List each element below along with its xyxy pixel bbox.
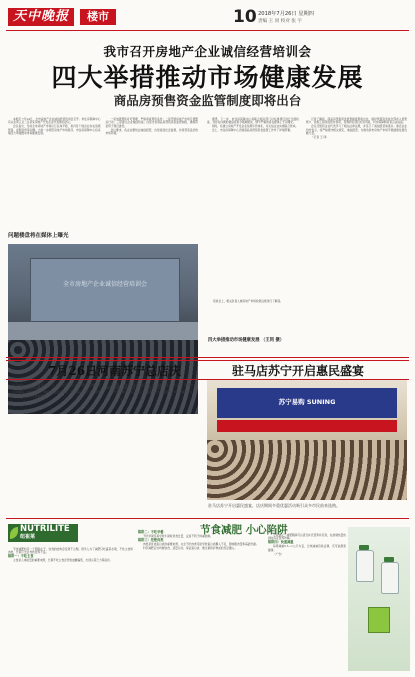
event-photo-caption: 驻马店苏宁开启惠民盛宴，店庆期间多重优惠活动吸引众多市民前来选购。 (208, 503, 340, 508)
paragraph: 会议还组织企业代表学习了相关法律法规，并签订了诚信经营承诺书。参会企业纷纷表示，将严格遵守相关规定，诚信经营，为推动我市房地产市场平稳健康发展贡献力量。 (306, 124, 407, 136)
product-image (348, 527, 410, 671)
paragraph: （广告） (273, 551, 284, 556)
header-rule (6, 30, 409, 31)
paragraph: 不吃早餐容易导致午餐时进食过量，反而不利于体重控制。 (143, 534, 213, 538)
paragraph: （记者 王 同） (111, 397, 129, 402)
paragraph: 肉类是优质蛋白质的重要来源，完全不吃肉类可能导致蛋白质摄入不足，影响肌肉量和基础代谢。 (143, 542, 259, 546)
story-kicker: 我市召开房地产企业诚信经营培训会 (103, 44, 312, 59)
ad-title: 节食减肥 小心陷阱 (200, 524, 288, 536)
paragraph: 专家建议，减肥期间可以适当补充营养补充剂，在控制热量的同时保证营养均衡。 (268, 533, 346, 541)
section-divider (6, 518, 409, 519)
paragraph: （记者 王 同） (311, 135, 329, 140)
paragraph: 记者了解到，商品房预售资金监管制度即将出台，届时预售资金将全部存入监管账户，按照工程进度拨付使用，有效防范项目烂尾风险，切实保障购房者合法权益。 (306, 117, 407, 125)
supplement-bottle (381, 562, 399, 594)
section-divider (6, 357, 409, 358)
paragraph: 会上，市住房保障中心还就商品房预售资金监管工作作了详细部署。 (212, 128, 293, 133)
story-body-right (306, 118, 407, 353)
projection-screen (30, 258, 180, 322)
supplement-bottle (356, 550, 374, 582)
ad-column-1 (8, 548, 133, 668)
paragraph: 主食是人体能量的重要来源，长期不吃主食会导致血糖偏低，出现头晕乏力等症状。 (13, 558, 113, 563)
event-title-right: 驻马店苏宁开启惠民盛宴 (232, 364, 365, 378)
paragraph: 培训会上，相关负责人就房地产市场政策法规进行了解读。 (213, 299, 283, 303)
paragraph: 据介绍，此次店庆活动力度空前，苏宁易购将联合各大品牌厂商推出一系列特价商品，并提供送货上门、免费安装等服务。 (106, 383, 198, 391)
editors-line: 责编 王 同 校对 张 宇 (258, 19, 303, 24)
paragraph: 每周减重0.5—1公斤为宜，过快减重容易反弹，还可能损害健康。 (268, 544, 346, 552)
store-event-photo (207, 380, 407, 500)
store-sign-text: 苏宁易购 SUNING (278, 398, 336, 406)
section-tag: 楼市 (80, 9, 116, 25)
paragraph: 会议要求，各企业要依法诚信经营，自觉接受社会监督，共同营造良好的市场环境。 (105, 127, 198, 136)
paragraph: 一是加强预售许可管理，严格审查预售条件；二是开展房地产市场专项整治行动；三是建立企业诚信档案；四是出台商品房预售资金监管制度，确保资金用于项目建设。 (105, 117, 198, 128)
stage (8, 322, 198, 340)
paragraph: 据悉，下一步，市住房保障中心将联合相关部门对在建项目进行全面检查，对存在问题的楼盘将责令限期整改，情节严重的将在媒体上予以曝光。 (207, 117, 299, 125)
ad-subheading: 陷阱四：快速减重 (268, 540, 294, 545)
ad-subheading: 陷阱一：不吃主食 (8, 554, 34, 559)
date-line: 2018年7月26日 星期四 (258, 11, 314, 17)
logo-text: NUTRILITE (20, 524, 70, 534)
story-body-left (8, 118, 198, 238)
photo-caption: 四大举措推动市场健康发展 （王同 摄） (208, 338, 285, 343)
ad-column-3 (268, 534, 346, 668)
screen-text: 全市房地产企业诚信经营培训会 (62, 281, 147, 288)
paragraph: 科学减肥应该均衡饮食、适量运动，保证蛋白质、维生素和矿物质的充足摄入。 (143, 546, 238, 550)
story-sub-headline: 问题楼盘将在媒体上曝光 (8, 233, 69, 239)
logo-subtext: 纽崔莱 (20, 534, 36, 540)
product-box (368, 607, 390, 633)
event-title-left: 7月26日河南苏宁总店庆 (48, 364, 182, 378)
ad-column-2 (138, 531, 263, 667)
crowd (207, 440, 407, 500)
paragraph: 会议指出，当前全市房地产市场运行总体平稳，但仍有个别企业存在违规预售、虚假宣传等问题。为进一步规范房地产市场秩序，市住房保障中心将采取四大举措推动市场健康发展。 (8, 124, 101, 136)
paragraph: 活动期间，家电、手机、电脑等商品全场优惠，部分商品直降千元。消费者到店即可领取店庆专属优惠券。 (8, 390, 100, 398)
nutrilite-logo (8, 524, 78, 542)
ad-subheading: 陷阱三：拒绝肉类 (138, 538, 164, 542)
promo-banner (217, 420, 397, 432)
event-body (8, 384, 198, 514)
paragraph: 苏宁易购相关负责人表示，希望通过此次活动回馈广大消费者的支持与厚爱。 (106, 390, 198, 398)
story-body-middle (207, 118, 299, 294)
story-headline: 四大举措推动市场健康发展 (51, 63, 364, 92)
story-body-bottom (208, 300, 302, 335)
store-sign (217, 388, 397, 418)
story-subhead: 商品房预售资金监管制度即将出台 (113, 93, 302, 108)
page-number: 10 (233, 7, 257, 27)
paragraph: 本报讯 7月24日，全市房地产企业诚信经营培训会召开。市住房保障中心有关负责人及二百余家房地产开发企业代表参加会议。 (8, 117, 101, 125)
paragraph: 7月26日—29日，河南苏宁总店庆，驻马店苏宁各门店将同步开启惠民盛宴，多重优惠福利让利消费者。 (8, 383, 100, 391)
newspaper-logo: 天中晚报 (8, 8, 74, 26)
paragraph: 节食减肥的另一个陷阱在于，饮食的结构会变得不合理。很多人为了减肥只吃蔬菜水果，不吃主食和肉类，长期下去会导致营养不良。 (8, 547, 133, 555)
paragraph: 同时，将建立房地产开发企业信用评价体系，对失信企业实施联合惩戒。 (212, 124, 298, 129)
ad-subheading: 陷阱二：不吃早餐 (138, 530, 164, 534)
